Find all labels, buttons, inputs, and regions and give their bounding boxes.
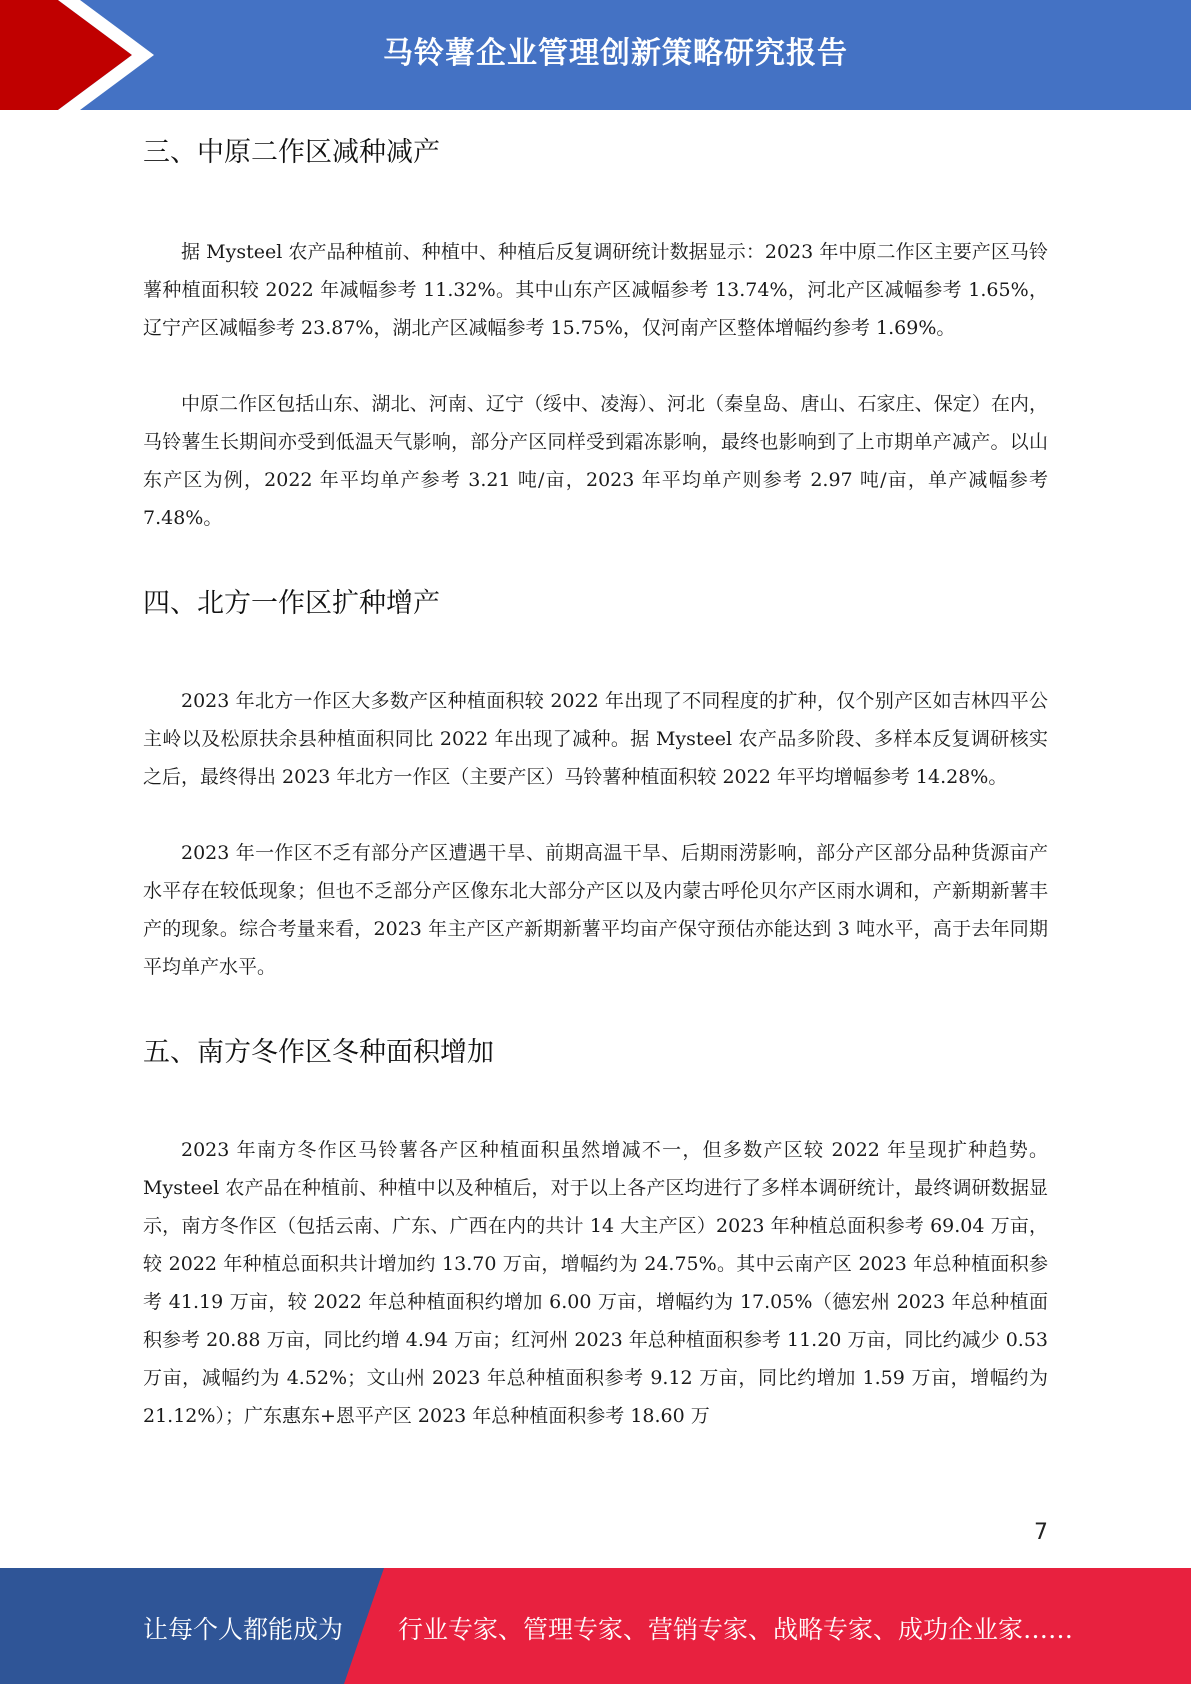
paragraph: 2023 年北方一作区大多数产区种植面积较 2022 年出现了不同程度的扩种，仅个别产区如吉林四平公主岭以及松原扶余县种植面积同比 2022 年出现了减种。据 Mysteel 农产品多阶段、多样本反复调研核实之后，最终得出 2023 年北方一作区（主要产区）马铃薯种植面积较 2022 年平均增幅参考 14.28%。 bbox=[143, 690, 1048, 788]
paragraph: 2023 年一作区不乏有部分产区遭遇干旱、前期高温干旱、后期雨涝影响，部分产区部分品种货源亩产水平存在较低现象；但也不乏部分产区像东北大部分产区以及内蒙古呼伦贝尔产区雨水调和，产新期新薯丰产的现象。综合考量来看，2023 年主产区产新期新薯平均亩产保守预估亦能达到 3 吨水平，高于去年同期平均单产水平。 bbox=[143, 842, 1048, 978]
section-title-zhongyuan: 三、中原二作区减种减产 bbox=[143, 137, 440, 168]
paragraph: 2023 年南方冬作区马铃薯各产区种植面积虽然增减不一，但多数产区较 2022 年呈现扩种趋势。Mysteel 农产品在种植前、种植中以及种植后，对于以上各产区均进行了多样本调研统计，最终调研数据显示，南方冬作区（包括云南、广东、广西在内的共计 14 大主产区）2023 年种植总面积参考 69.04 万亩，较 2022 年种植总面积共计增加约 13.70 万亩，增幅约为 24.75%。其中云南产区 2023 年总种植面积参考 41.19 万亩，较 2022 年总种植面积约增加 6.00 万亩，增幅约为 17.05%（德宏州 2023 年总种植面积参考 20.88 万亩，同比约增 4.94 万亩；红河州 2023 年总种植面积参考 11.20 万亩，同比约减少 0.53 万亩，减幅约为 4.52%；文山州 2023 年总种植面积参考 9.12 万亩，同比约增加 1.59 万亩，增幅约为 21.12%）；广东惠东+恩平产区 2023 年总种植面积参考 18.60 万 bbox=[143, 1139, 1048, 1427]
paragraph: 据 Mysteel 农产品种植前、种植中、种植后反复调研统计数据显示：2023 年中原二作区主要产区马铃薯种植面积较 2022 年减幅参考 11.32%。其中山东产区减幅参考 13.74%，河北产区减幅参考 1.65%，辽宁产区减幅参考 23.87%，湖北产区减幅参考 15.75%，仅河南产区整体增幅约参考 1.69%。 bbox=[143, 241, 1048, 339]
section-title-beifang: 四、北方一作区扩种增产 bbox=[143, 588, 440, 619]
page-header bbox=[0, 0, 1191, 110]
section-title-nanfang: 五、南方冬作区冬种面积增加 bbox=[143, 1037, 494, 1068]
footer-slogan-left: 让每个人都能成为 bbox=[143, 1615, 344, 1644]
page-footer bbox=[0, 1568, 1191, 1684]
page-content bbox=[143, 110, 1048, 1435]
footer-slogan-right: 行业专家、管理专家、营销专家、战略专家、成功企业家…… bbox=[398, 1615, 1074, 1644]
page-number: 7 bbox=[1034, 1520, 1048, 1545]
paragraph: 中原二作区包括山东、湖北、河南、辽宁（绥中、凌海）、河北（秦皇岛、唐山、石家庄、保定）在内，马铃薯生长期间亦受到低温天气影响，部分产区同样受到霜冻影响，最终也影响到了上市期单产减产。以山东产区为例，2022 年平均单产参考 3.21 吨/亩，2023 年平均单产则参考 2.97 吨/亩，单产减幅参考 7.48%。 bbox=[143, 393, 1048, 529]
report-title: 马铃薯企业管理创新策略研究报告 bbox=[383, 36, 848, 71]
